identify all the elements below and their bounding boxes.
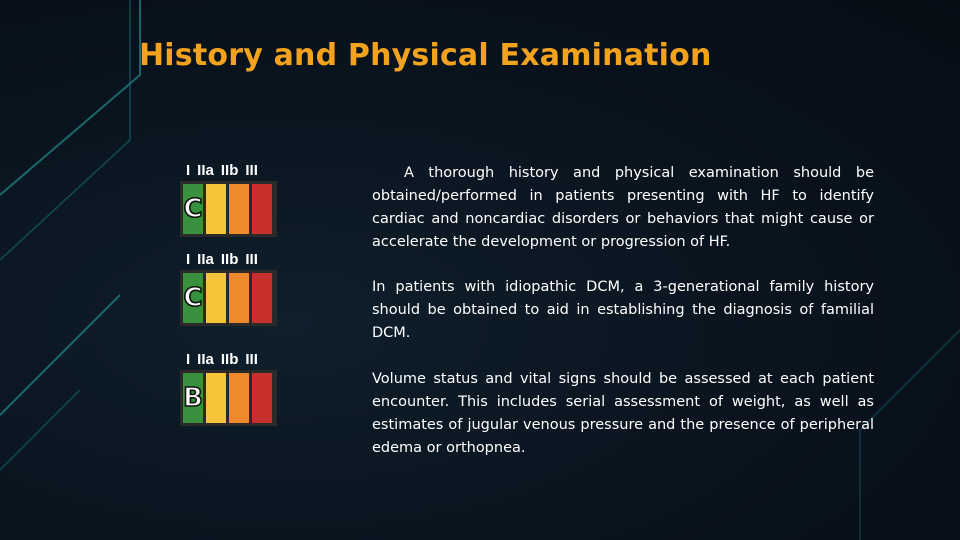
class-I-box xyxy=(183,373,203,423)
level-of-evidence: B xyxy=(183,383,203,413)
class-IIa-box xyxy=(206,273,226,323)
class-I-box xyxy=(183,273,203,323)
class-labels xyxy=(180,248,284,268)
class-label-IIb: IIb xyxy=(220,251,239,268)
class-label-III: III xyxy=(245,251,258,268)
class-label-I: I xyxy=(186,251,191,268)
class-III-box xyxy=(252,273,272,323)
class-color-bar xyxy=(180,270,277,326)
class-label-I: I xyxy=(186,162,191,179)
class-III-box xyxy=(252,373,272,423)
class-III-box xyxy=(252,184,272,234)
class-color-bar xyxy=(180,370,277,426)
class-IIa-box xyxy=(206,373,226,423)
recommendation-text: A thorough history and physical examination should be obtained/performed in patients presenting with HF to identify cardiac and noncardiac disorders or behaviors that might cause or accelerate the development or progression of HF. xyxy=(372,165,874,250)
level-of-evidence: C xyxy=(183,194,203,224)
class-label-IIa: IIa xyxy=(197,251,214,268)
class-label-IIb: IIb xyxy=(220,351,239,368)
class-color-bar xyxy=(180,181,277,237)
class-I-box xyxy=(183,184,203,234)
class-IIa-box xyxy=(206,184,226,234)
recommendation-text: Volume status and vital signs should be assessed at each patient encounter. This includes serial assessment of weight, as well as estimates of jugular venous pressure and the presence of peripheral edema or orthopnea. xyxy=(372,371,874,456)
level-of-evidence: C xyxy=(183,283,203,313)
recommendation-badge xyxy=(180,159,284,237)
class-label-I: I xyxy=(186,351,191,368)
class-labels xyxy=(180,159,284,179)
class-label-IIb: IIb xyxy=(220,162,239,179)
class-label-IIa: IIa xyxy=(197,162,214,179)
class-IIb-box xyxy=(229,373,249,423)
recommendation-badge xyxy=(180,248,284,326)
class-label-IIa: IIa xyxy=(197,351,214,368)
recommendation-badge xyxy=(180,348,284,426)
class-IIb-box xyxy=(229,273,249,323)
class-label-III: III xyxy=(245,162,258,179)
class-label-III: III xyxy=(245,351,258,368)
class-IIb-box xyxy=(229,184,249,234)
class-labels xyxy=(180,348,284,368)
recommendation-text: In patients with idiopathic DCM, a 3-generational family history should be obtained to aid in establishing the diagnosis of familial DCM. xyxy=(372,279,874,341)
slide-title: History and Physical Examination xyxy=(139,38,712,73)
